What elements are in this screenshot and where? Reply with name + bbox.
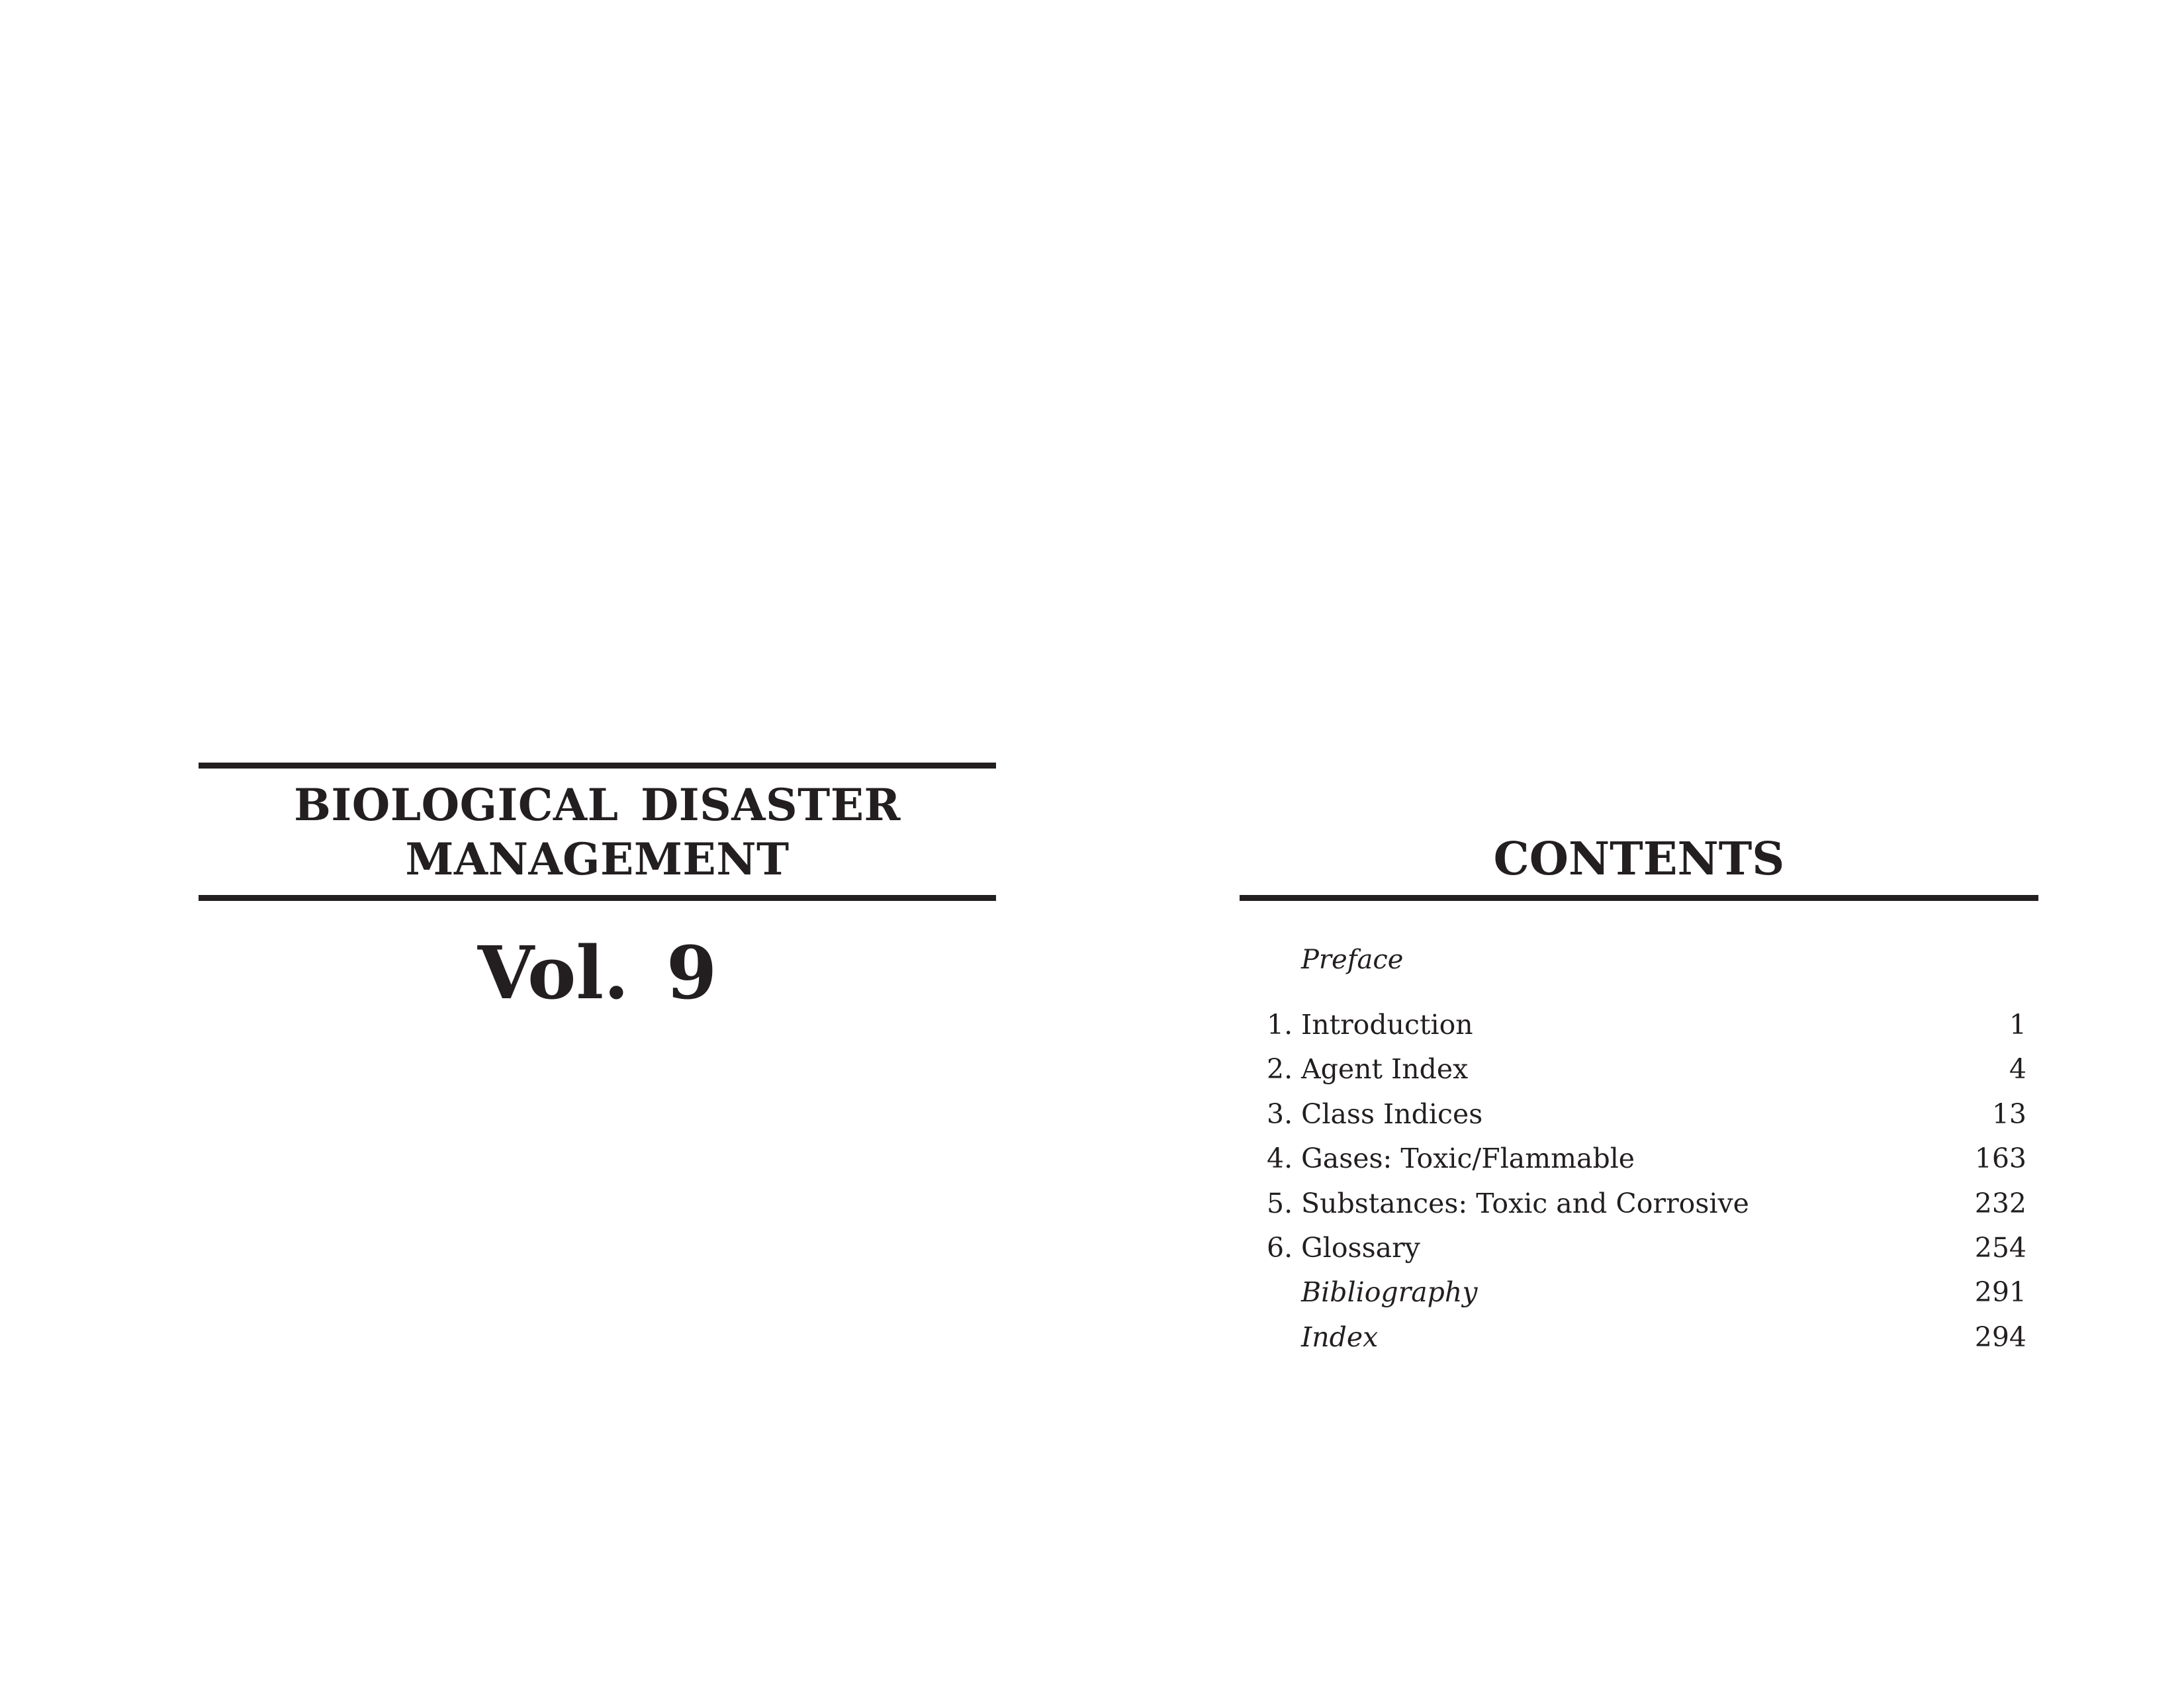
toc-entry-label: Agent Index (1301, 1053, 1469, 1086)
toc-entry[interactable] (1257, 1270, 2038, 1315)
toc-entries (1257, 1003, 2038, 1360)
toc-entry-page: 232 (1974, 1187, 2026, 1219)
toc-entry-label: Glossary (1301, 1231, 1420, 1264)
contents-rule (1240, 895, 2038, 901)
book-title-line-2: MANAGEMENT (405, 833, 790, 885)
title-bottom-rule (199, 895, 996, 901)
toc-entry[interactable] (1257, 1182, 2038, 1226)
toc-entry-label: Class Indices (1301, 1098, 1483, 1130)
contents-heading: CONTENTS (1493, 833, 1785, 886)
toc-entry-label: Substances: Toxic and Corrosive (1301, 1187, 1749, 1219)
toc-entry-label: Introduction (1301, 1009, 1473, 1041)
book-title (199, 778, 996, 886)
toc-entry-number: 3. (1267, 1098, 1293, 1130)
toc-entry-page: 4 (2009, 1053, 2026, 1086)
toc-entry[interactable] (1257, 1315, 2038, 1360)
toc-entry[interactable] (1257, 1092, 2038, 1137)
toc-entry-number: 6. (1267, 1231, 1293, 1264)
toc-entry-number: 5. (1267, 1187, 1293, 1219)
toc-entry-label: Bibliography (1301, 1276, 1478, 1309)
toc-entry[interactable] (1257, 1047, 2038, 1092)
toc-entry-number: 4. (1267, 1143, 1293, 1175)
toc-entry-page: 254 (1974, 1231, 2026, 1264)
toc-entry[interactable] (1257, 1003, 2038, 1047)
toc-entry[interactable] (1257, 1137, 2038, 1181)
toc-entry-page: 294 (1974, 1321, 2026, 1353)
toc-entry-label: Index (1301, 1321, 1379, 1353)
toc-entry-page: 163 (1974, 1143, 2026, 1175)
title-top-rule (199, 763, 996, 769)
toc-entry-page: 13 (1991, 1098, 2026, 1130)
toc-entry-number: 2. (1267, 1053, 1293, 1086)
toc-entry-label: Gases: Toxic/Flammable (1301, 1143, 1635, 1175)
toc-entry[interactable] (1257, 1226, 2038, 1270)
book-title-line-1: BIOLOGICAL DISASTER (294, 779, 901, 831)
toc-entry-number: 1. (1267, 1009, 1293, 1041)
toc-entry-page: 291 (1974, 1276, 2026, 1309)
toc-preface: Preface (1301, 945, 1404, 975)
volume-number: Vol. 9 (477, 930, 717, 1015)
toc-entry-page: 1 (2009, 1009, 2026, 1041)
